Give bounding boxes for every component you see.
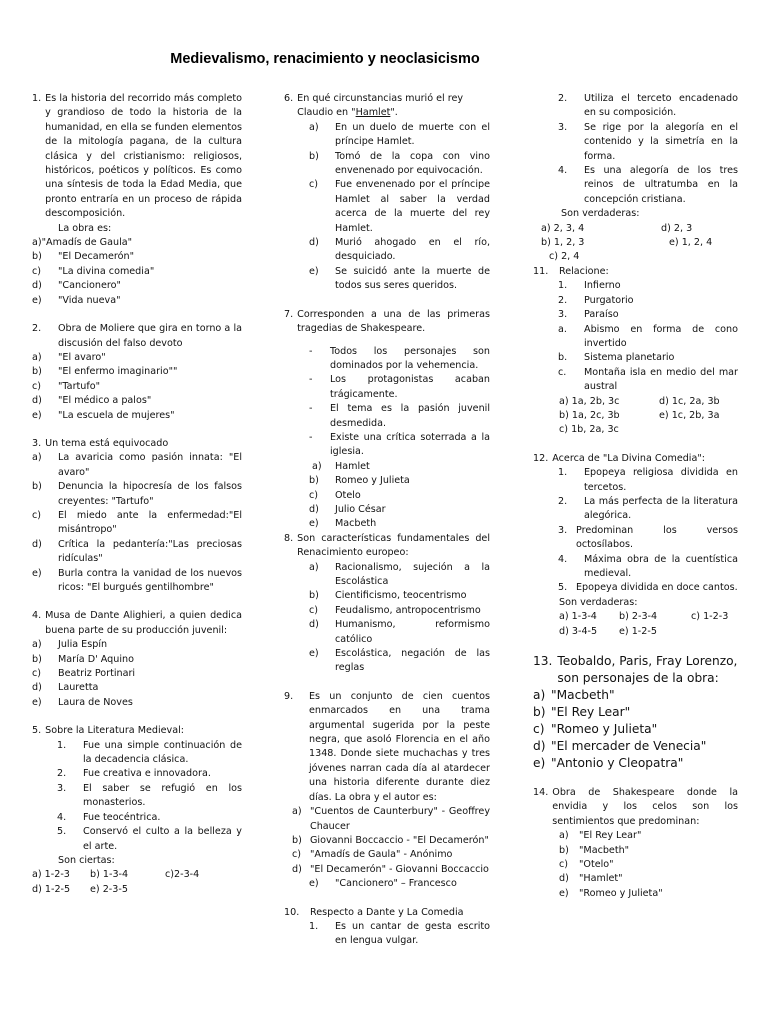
question-3: 3. Un tema está equivocado a) La avaricia como pasión innata: "El avaro" b) Denuncia la hipocresía de los falsos creyentes: "Tartufo" c) El miedo ante la enfermedad:"El misántropo" d) Crítica la pedantería:"Las preciosas ridículas" e) Burla contra la vanidad de los nuevos ricos: "El burgués gentilhombre": [32, 437, 242, 595]
page-title: Medievalismo, renacimiento y neoclasicismo: [170, 51, 480, 67]
question-text: Teobaldo, Paris, Fray Lorenzo, son personajes de la obra:: [557, 654, 738, 686]
option: "Cancionero" – Francesco: [335, 878, 457, 890]
question-10: 10. Respecto a Dante y La Comedia 1. Es un cantar de gesta escrito en lengua vulgar.: [284, 906, 490, 949]
question-14: 14. Obra de Shakespeare donde la envidia y los celos son los sentimientos que predominan: a) "El Rey Lear" b) "Macbeth" c) "Otelo" d) "Hamlet" e) "Romeo y Julieta": [533, 786, 738, 901]
question-5: 5. Sobre la Literatura Medieval: 1. Fue una simple continuación de la decadencia clásica. 2. Fue creativa e innovadora. 3. El saber se refugió en los monasterios. 4. Fue teocéntrica. 5. Conservó el culto a la belleza y el arte. Son ciertas: a) 1-2-3 b) 1-3-4 c)2-3-4 d) 1-2-5 e) 2-3-5: [32, 724, 242, 897]
answer-choice: e) 1-2-5: [619, 625, 657, 637]
option: "Hamlet": [579, 873, 623, 885]
answer-choice: d) 3-4-5: [559, 625, 598, 637]
statement: La más perfecta de la literatura alegórica.: [584, 495, 738, 522]
statement: Máxima obra de la cuentística medieval.: [584, 553, 738, 579]
statement: Sistema planetario: [584, 352, 675, 364]
answer-choice: c)2-3-4: [165, 869, 200, 881]
answer-choice: e) 1, 2, 4: [669, 237, 713, 249]
hamlet-link: Hamlet: [355, 107, 391, 119]
column-middle: [284, 92, 490, 963]
option: "Amadís de Gaula": [41, 237, 133, 249]
bullet-item: Los protagonistas acaban trágicamente.: [330, 374, 490, 400]
option: "Cancionero": [58, 280, 121, 292]
option: El miedo ante la enfermedad:"El misántropo": [58, 509, 242, 536]
option: Beatriz Portinari: [58, 668, 136, 680]
option: "Otelo": [579, 859, 614, 871]
option: "Antonio y Cleopatra": [551, 756, 684, 771]
option: En un duelo de muerte con el príncipe Hamlet.: [335, 121, 490, 148]
answer-choice: a) 2, 3, 4: [541, 222, 585, 234]
statement: Epopeya religiosa dividida en tercetos.: [584, 467, 738, 493]
question-13: 13. Teobaldo, Paris, Fray Lorenzo, son personajes de la obra: a) "Macbeth" b) "El Rey Lear" c) "Romeo y Julieta" d) "El mercader de Venecia" e) "Antonio y Cleopatra": [533, 654, 738, 771]
option: "El avaro": [58, 351, 106, 363]
option: Julia Espín: [58, 639, 108, 651]
option: Romeo y Julieta: [335, 475, 410, 487]
question-8: 8. Son características fundamentales del Renacimiento europeo: a) Racionalismo, sujeción a la Escolástica b) Cientificismo, teocentrismo c) Feudalismo, antropocentrismo d) Humanismo, reformismo católico e) Escolástica, negación de las reglas: [284, 532, 490, 676]
answer-choice: b) 1a, 2c, 3b: [559, 409, 620, 421]
answer-label: Son ciertas:: [58, 854, 115, 866]
option: Se suicidó ante la muerte de todos sus seres queridos.: [335, 265, 490, 292]
answer-choice: a) 1a, 2b, 3c: [559, 395, 620, 407]
question-text: Relacione:: [559, 265, 609, 277]
statement: Se rige por la alegoría en el contenido y la simetría en la forma.: [584, 121, 738, 162]
answer-label: Son verdaderas:: [561, 208, 640, 220]
answer-choice: a) 1-2-3: [32, 869, 70, 881]
answer-choice: b) 1, 2, 3: [541, 237, 585, 249]
answer-choice: a) 1-3-4: [559, 611, 597, 623]
question-text: Musa de Dante Alighieri, a quien dedica buena parte de su producción juvenil:: [45, 610, 242, 636]
option: Denuncia la hipocresía de los falsos creyentes: "Tartufo": [58, 481, 242, 507]
option: "Vida nueva": [58, 294, 121, 306]
question-text: Obra de Moliere que gira en torno a la discusión del falso devoto: [58, 323, 242, 349]
option: "El mercader de Venecia": [551, 739, 707, 754]
option: Tomó de la copa con vino envenenado por equivocación.: [335, 150, 490, 177]
option: Giovanni Boccaccio - "El Decamerón": [310, 834, 489, 846]
statement: Infierno: [584, 280, 621, 292]
statement: Conservó el culto a la belleza y el arte.: [83, 826, 242, 852]
bullet-item: El tema es la pasión juvenil desmedida.: [330, 403, 490, 429]
statement: Paraíso: [584, 309, 619, 321]
option: "El enfermo imaginario"": [58, 366, 178, 378]
statement: Fue creativa e innovadora.: [83, 768, 211, 780]
answer-label: La obra es:: [58, 222, 112, 234]
answer-choice: d) 1c, 2a, 3b: [659, 395, 720, 407]
statement: Fue una simple continuación de la decadencia clásica.: [83, 739, 242, 766]
option: Julio César: [335, 503, 386, 515]
question-text: Respecto a Dante y La Comedia: [310, 906, 464, 918]
question-text: Obra de Shakespeare donde la envidia y los celos son los sentimientos que predominan:: [552, 787, 738, 827]
option: "Romeo y Julieta": [579, 887, 663, 899]
answer-choice: b) 1-3-4: [90, 869, 129, 881]
question-text: Acerca de "La Divina Comedia":: [552, 452, 706, 464]
option: Escolástica, negación de las reglas: [335, 648, 490, 674]
statement: Es un cantar de gesta escrito en lengua vulgar.: [335, 920, 490, 947]
question-7: 7. Corresponden a una de las primeras tragedias de Shakespeare. - Todos los personajes son dominados por la vehemencia. - Los protagonistas acaban trágicamente. - El tema es la pasión juvenil desmedida. - Existe una crítica soterrada a la iglesia. a) Hamlet b) Romeo y Julieta c) Otelo d) Julio César e) Macbeth: [284, 308, 490, 532]
option: "El Rey Lear": [551, 705, 631, 720]
option: "El Decamerón" - Giovanni Boccaccio: [310, 863, 489, 875]
statement: Es una alegoría de los tres reinos de ultratumba en la concepción cristiana.: [584, 165, 738, 205]
question-text: Un tema está equivocado: [45, 437, 169, 449]
statement: Abismo en forma de cono invertido: [584, 323, 738, 349]
option: "Amadís de Gaula" - Anónimo: [310, 849, 453, 861]
statement: Predominan los versos octosílabos.: [576, 524, 738, 551]
answer-choice: e) 1c, 2b, 3a: [659, 409, 720, 421]
answer-choice: c) 2, 4: [549, 251, 580, 263]
answer-choice: c) 1-2-3: [691, 611, 729, 623]
option: Hamlet: [335, 460, 370, 472]
answer-choice: d) 1-2-5: [32, 883, 71, 895]
option: "Tartufo": [58, 380, 101, 392]
answer-choice: d) 2, 3: [661, 222, 693, 234]
question-11: 11. Relacione: 1. Infierno 2. Purgatorio 3. Paraíso a. Abismo en forma de cono invertido b. Sistema planetario c. Montaña isla en medio del mar austral a) 1a, 2b, 3c d) 1c, 2a, 3b b) 1a, 2c, 3b e) 1c, 2b, 3a c) 1b, 2a, 3c: [533, 265, 738, 438]
option: "La divina comedia": [58, 265, 155, 277]
option: Racionalismo, sujeción a la Escolástica: [335, 561, 490, 587]
option: Burla contra la vanidad de los nuevos ricos: "El burgués gentilhombre": [58, 567, 242, 593]
question-text: Es un conjunto de cien cuentos enmarcados en una trama argumental sugerida por la peste negra, que asoló Florencia en el año 1348. Donde siete muchachas y tres jóvenes narran cada día al atardecer una historia diferente durante diez días. La obra y el autor es:: [309, 690, 490, 803]
option: Humanismo, reformismo católico: [335, 619, 490, 645]
option: "Macbeth": [551, 688, 615, 703]
statement: Fue teocéntrica.: [83, 811, 161, 823]
answer-choice: e) 2-3-5: [90, 883, 128, 895]
question-12: 12. Acerca de "La Divina Comedia": 1. Epopeya religiosa dividida en tercetos. 2. La más perfecta de la literatura alegórica. 3. Predominan los versos octosílabos. 4. Máxima obra de la cuentística medieval. 5. Epopeya dividida en doce cantos. Son verdaderas: a) 1-3-4 b) 2-3-4 c) 1-2-3 d) 3-4-5 e) 1-2-5: [533, 452, 738, 639]
option: Otelo: [335, 489, 361, 501]
answer-choice: c) 1b, 2a, 3c: [559, 424, 619, 436]
question-text: Son características fundamentales del Renacimiento europeo:: [297, 532, 490, 559]
statement: Purgatorio: [584, 294, 634, 306]
question-9: 9. Es un conjunto de cien cuentos enmarcados en una trama argumental sugerida por la peste negra, que asoló Florencia en el año 1348. Donde siete muchachas y tres jóvenes narran cada día al atardecer una historia diferente durante diez días. La obra y el autor es: a) "Cuentos de Caunterbury" - Geoffrey Chaucer b) Giovanni Boccaccio - "El Decamerón" c) "Amadís de Gaula" - Anónimo d) "El Decamerón" - Giovanni Boccaccio e) "Cancionero" – Francesco: [284, 690, 490, 892]
question-10-cont: 2. Utiliza el terceto encadenado en su composición. 3. Se rige por la alegoría en el contenido y la simetría en la forma. 4. Es una alegoría de los tres reinos de ultratumba en la concepción cristiana. Son verdaderas: a) 2, 3, 4 d) 2, 3 b) 1, 2, 3 e) 1, 2, 4 c) 2, 4: [533, 92, 738, 265]
statement: Utiliza el terceto encadenado en su composición.: [584, 93, 738, 119]
question-text: Sobre la Literatura Medieval:: [45, 725, 184, 737]
answer-label: Son verdaderas:: [559, 596, 638, 608]
option: Murió ahogado en el río, desquiciado.: [335, 237, 490, 263]
column-right: [533, 92, 738, 915]
option: María D' Aquino: [58, 653, 134, 665]
statement: Epopeya dividida en doce cantos.: [576, 582, 738, 594]
answer-choice: b) 2-3-4: [619, 611, 658, 623]
option: La avaricia como pasión innata: "El avaro": [58, 452, 242, 478]
question-4: 4. Musa de Dante Alighieri, a quien dedica buena parte de su producción juvenil: a) Julia Espín b) María D' Aquino c) Beatriz Portinari d) Lauretta e) Laura de Noves: [32, 609, 242, 710]
option: "El médico a palos": [58, 395, 152, 407]
option: Feudalismo, antropocentrismo: [335, 604, 481, 616]
option: "Macbeth": [579, 844, 630, 856]
option: "Romeo y Julieta": [551, 722, 658, 737]
bullet-item: Existe una crítica soterrada a la iglesia.: [330, 431, 490, 458]
option: Cientificismo, teocentrismo: [335, 590, 467, 602]
option: Crítica la pedantería:"Las preciosas ridículas": [58, 538, 242, 565]
question-2: 2. Obra de Moliere que gira en torno a la discusión del falso devoto a) "El avaro" b) "El enfermo imaginario"" c) "Tartufo" d) "El médico a palos" e) "La escuela de mujeres": [32, 322, 242, 423]
question-text: Corresponden a una de las primeras tragedias de Shakespeare.: [297, 308, 490, 335]
option: "La escuela de mujeres": [58, 409, 175, 421]
question-text: En qué circunstancias murió el rey Claudio en "Hamlet".: [297, 93, 464, 119]
statement: El saber se refugió en los monasterios.: [83, 782, 242, 809]
option: Fue envenenado por el príncipe Hamlet al saber la verdad acerca de la muerte del rey Hamlet.: [335, 179, 490, 234]
option: Lauretta: [58, 682, 99, 694]
option: "Cuentos de Caunterbury" - Geoffrey Chaucer: [310, 806, 490, 832]
column-left: [32, 92, 242, 911]
option: Laura de Noves: [58, 696, 133, 708]
option: "El Rey Lear": [579, 830, 642, 842]
option: "El Decamerón": [58, 251, 134, 263]
bullet-item: Todos los personajes son dominados por la vehemencia.: [330, 345, 490, 371]
question-6: 6. En qué circunstancias murió el rey Claudio en "Hamlet". a) En un duelo de muerte con el príncipe Hamlet. b) Tomó de la copa con vino envenenado por equivocación. c) Fue envenenado por el príncipe Hamlet al saber la verdad acerca de la muerte del rey Hamlet. d) Murió ahogado en el río, desquiciado. e) Se suicidó ante la muerte de todos sus seres queridos.: [284, 92, 490, 294]
question-text: Es la historia del recorrido más completo y grandioso de todo la historia de la humanidad, en ella se funden elementos de la mitología pagana, de la cultura clásica y del cristianismo: religiosos, históricos, poéticos y políticos. Es como una síntesis de toda la Edad Media, que pronto entraría en un proceso de rápida descomposición.: [45, 93, 242, 220]
option: Macbeth: [335, 518, 377, 530]
question-1: 1. Es la historia del recorrido más completo y grandioso de todo la historia de la humanidad, en ella se funden elementos de la mitología pagana, de la cultura clásica y del cristianismo: religiosos, históricos, poéticos y políticos. Es como una síntesis de toda la Edad Media, que pronto entraría en un proceso de rápida descomposición. La obra es: a) "Amadís de Gaula" b) "El Decamerón" c) "La divina comedia" d) "Cancionero" e) "Vida nueva": [32, 92, 242, 308]
statement: Montaña isla en medio del mar austral: [584, 366, 738, 393]
